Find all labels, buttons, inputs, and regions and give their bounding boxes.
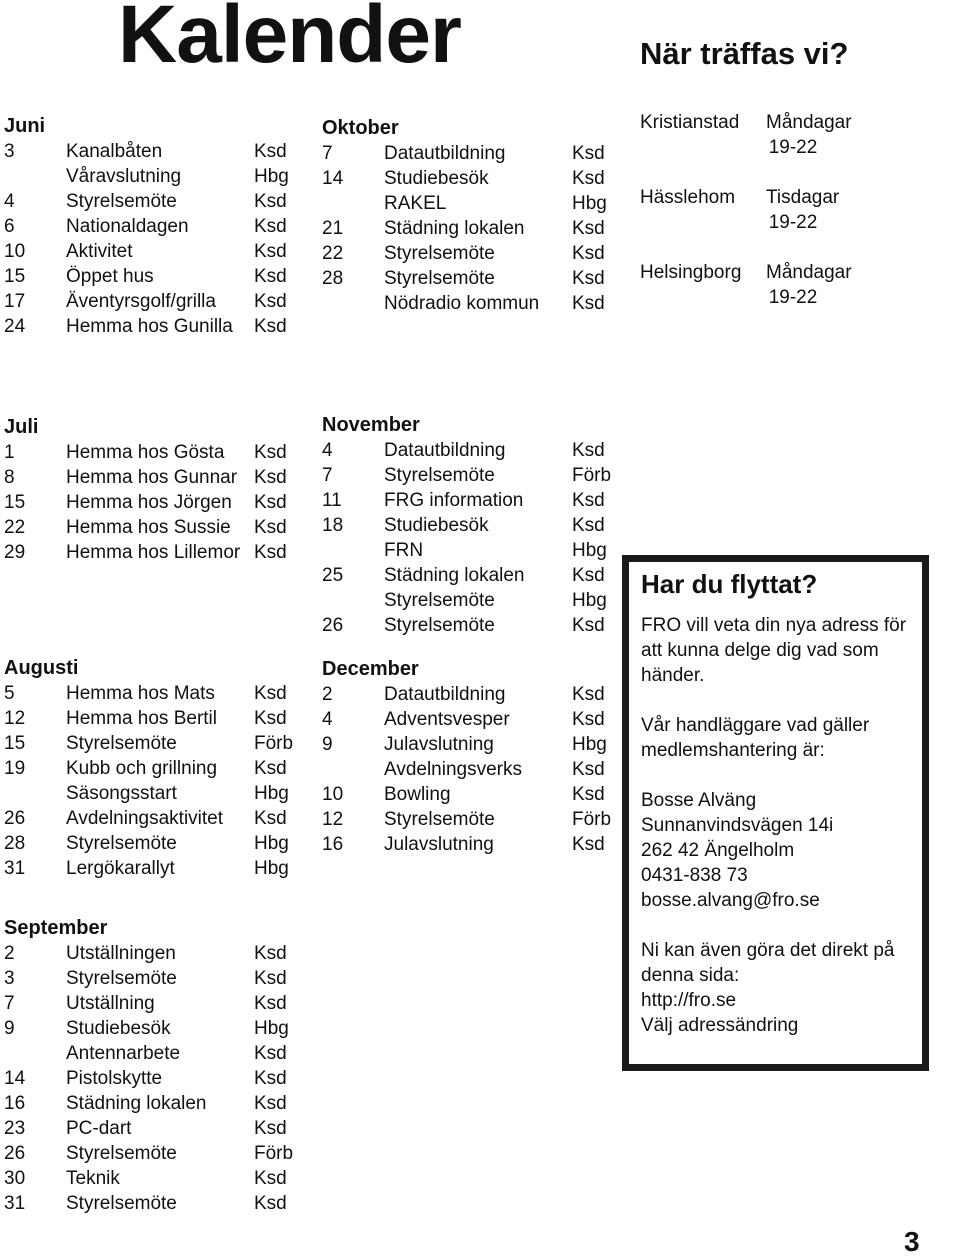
event-row <box>4 1091 304 1116</box>
event-place: Ksd <box>572 293 605 314</box>
event-place: Ksd <box>254 492 287 513</box>
event-name: Styrelsemöte <box>384 615 495 636</box>
event-place: Ksd <box>254 1093 287 1114</box>
event-place: Hbg <box>254 166 289 187</box>
event-row <box>4 515 304 540</box>
month-juli <box>4 415 304 565</box>
event-row <box>4 831 304 856</box>
event-row <box>4 214 304 239</box>
event-name: Kanalbåten <box>66 141 163 162</box>
event-name: Studiebesök <box>66 1018 171 1039</box>
notice-text: händer. <box>641 665 705 686</box>
event-name: Studiebesök <box>384 515 489 536</box>
event-place: Ksd <box>572 684 605 705</box>
event-date: 7 <box>322 465 333 486</box>
event-date: 22 <box>322 243 344 264</box>
event-row <box>322 538 622 563</box>
month-title: Juli <box>4 416 39 438</box>
event-place: Ksd <box>572 243 605 264</box>
event-name: Styrelsemöte <box>384 590 495 611</box>
event-place: Hbg <box>572 540 607 561</box>
event-place: Ksd <box>254 467 287 488</box>
event-name: Utställningen <box>66 943 176 964</box>
event-date: 22 <box>4 517 26 538</box>
notice-text: Välj adressändring <box>641 1015 799 1036</box>
event-row <box>4 941 304 966</box>
event-place: Hbg <box>254 833 289 854</box>
meeting-day: Måndagar <box>766 262 852 283</box>
event-name: Julavslutning <box>384 734 494 755</box>
event-place: Ksd <box>572 615 605 636</box>
event-place: Ksd <box>572 440 605 461</box>
event-date: 6 <box>4 216 15 237</box>
event-row <box>4 706 304 731</box>
event-date: 28 <box>4 833 26 854</box>
event-place: Ksd <box>254 1068 287 1089</box>
event-row <box>4 1166 304 1191</box>
event-row <box>4 465 304 490</box>
event-date: 26 <box>4 1143 26 1164</box>
event-date: 2 <box>322 684 333 705</box>
event-row <box>4 264 304 289</box>
meeting-row <box>640 110 940 185</box>
month-title: September <box>4 917 108 939</box>
event-row <box>4 991 304 1016</box>
event-name: Våravslutning <box>66 166 182 187</box>
month-title: Oktober <box>322 117 399 139</box>
event-name: Nationaldagen <box>66 216 189 237</box>
event-date: 31 <box>4 1193 26 1214</box>
notice-text: Vår handläggare vad gäller <box>641 715 870 736</box>
event-date: 7 <box>322 143 333 164</box>
event-name: Hemma hos Gunilla <box>66 316 233 337</box>
event-name: Lergökarallyt <box>66 858 175 879</box>
notice-text: att kunna delge dig vad som <box>641 640 879 661</box>
event-date: 15 <box>4 733 26 754</box>
event-row <box>322 488 622 513</box>
event-row <box>322 757 622 782</box>
event-date: 2 <box>4 943 15 964</box>
event-place: Ksd <box>572 784 605 805</box>
event-place: Ksd <box>254 1168 287 1189</box>
event-row <box>322 291 622 316</box>
meeting-time: 19-22 <box>768 137 818 158</box>
event-date: 18 <box>322 515 344 536</box>
event-date: 4 <box>322 709 333 730</box>
event-row <box>322 588 622 613</box>
event-place: Ksd <box>572 143 605 164</box>
month-november <box>322 413 622 638</box>
event-place: Hbg <box>254 1018 289 1039</box>
event-name: Bowling <box>384 784 451 805</box>
event-row <box>322 266 622 291</box>
month-september <box>4 916 304 1216</box>
event-name: Aktivitet <box>66 241 133 262</box>
event-name: Avdelningsverks <box>384 759 523 780</box>
event-date: 16 <box>4 1093 26 1114</box>
event-row <box>4 490 304 515</box>
event-name: Styrelsemöte <box>384 268 495 289</box>
meeting-city: Hässlehom <box>640 187 736 208</box>
event-row <box>322 682 622 707</box>
event-row <box>322 191 622 216</box>
meeting-times-heading: När träffas vi? <box>640 36 849 71</box>
event-name: Städning lokalen <box>384 565 525 586</box>
event-place: Ksd <box>254 708 287 729</box>
event-name: Öppet hus <box>66 266 154 287</box>
contact-postal: 262 42 Ängelholm <box>641 840 795 861</box>
event-place: Ksd <box>572 709 605 730</box>
event-row <box>322 707 622 732</box>
event-name: RAKEL <box>384 193 447 214</box>
event-name: Kubb och grillning <box>66 758 218 779</box>
event-row <box>4 164 304 189</box>
event-row <box>4 1116 304 1141</box>
event-row <box>322 613 622 638</box>
event-place: Hbg <box>254 858 289 879</box>
meeting-day: Måndagar <box>766 112 852 133</box>
event-name: Pistolskytte <box>66 1068 163 1089</box>
event-date: 14 <box>322 168 344 189</box>
event-row <box>4 1066 304 1091</box>
event-row <box>4 1141 304 1166</box>
event-date: 28 <box>322 268 344 289</box>
event-date: 9 <box>4 1018 15 1039</box>
event-place: Ksd <box>572 268 605 289</box>
event-name: PC-dart <box>66 1118 132 1139</box>
event-place: Ksd <box>254 241 287 262</box>
contact-email: bosse.alvang@fro.se <box>641 890 820 911</box>
event-date: 30 <box>4 1168 26 1189</box>
event-name: Styrelsemöte <box>66 968 177 989</box>
event-name: Nödradio kommun <box>384 293 540 314</box>
event-date: 24 <box>4 316 26 337</box>
event-name: Utställning <box>66 993 155 1014</box>
notice-text: FRO vill veta din nya adress för <box>641 615 907 636</box>
notice-text: medlemshantering är: <box>641 740 825 761</box>
meeting-time: 19-22 <box>768 212 818 233</box>
event-place: Ksd <box>254 943 287 964</box>
event-name: Antennarbete <box>66 1043 181 1064</box>
contact-phone: 0431-838 73 <box>641 865 748 886</box>
event-row <box>322 513 622 538</box>
event-date: 15 <box>4 266 26 287</box>
meeting-row <box>640 260 940 335</box>
event-date: 21 <box>322 218 344 239</box>
event-row <box>322 141 622 166</box>
notice-text: Ni kan även göra det direkt på <box>641 940 895 961</box>
event-place: Ksd <box>254 141 287 162</box>
month-title: Augusti <box>4 657 79 679</box>
event-row <box>4 966 304 991</box>
event-name: Hemma hos Gösta <box>66 442 225 463</box>
event-place: Ksd <box>572 218 605 239</box>
event-row <box>322 166 622 191</box>
event-place: Ksd <box>254 1193 287 1214</box>
event-date: 4 <box>4 191 15 212</box>
meeting-city: Helsingborg <box>640 262 742 283</box>
event-place: Ksd <box>572 490 605 511</box>
event-place: Ksd <box>254 517 287 538</box>
event-date: 16 <box>322 834 344 855</box>
notice-heading: Har du flyttat? <box>641 569 818 599</box>
month-augusti <box>4 656 304 881</box>
event-place: Ksd <box>572 565 605 586</box>
event-date: 15 <box>4 492 26 513</box>
event-name: Teknik <box>66 1168 120 1189</box>
event-date: 10 <box>4 241 26 262</box>
event-date: 11 <box>322 490 342 511</box>
event-name: Styrelsemöte <box>66 1193 177 1214</box>
month-december <box>322 657 622 857</box>
event-date: 31 <box>4 858 26 879</box>
contact-name: Bosse Alväng <box>641 790 757 811</box>
notice-link: http://fro.se <box>641 990 737 1011</box>
event-row <box>322 216 622 241</box>
event-row <box>4 440 304 465</box>
event-place: Hbg <box>572 734 607 755</box>
event-place: Ksd <box>254 1043 287 1064</box>
event-name: Datautbildning <box>384 440 506 461</box>
event-place: Förb <box>254 733 294 754</box>
event-row <box>4 289 304 314</box>
event-date: 23 <box>4 1118 26 1139</box>
page-title: Kalender <box>118 0 461 80</box>
event-place: Hbg <box>572 590 607 611</box>
event-name: Studiebesök <box>384 168 489 189</box>
event-name: Adventsvesper <box>384 709 510 730</box>
event-place: Ksd <box>254 191 287 212</box>
event-place: Ksd <box>254 993 287 1014</box>
event-date: 8 <box>4 467 15 488</box>
event-name: Säsongsstart <box>66 783 177 804</box>
meeting-day: Tisdagar <box>766 187 840 208</box>
event-date: 10 <box>322 784 344 805</box>
event-date: 25 <box>322 565 344 586</box>
contact-street: Sunnanvindsvägen 14i <box>641 815 834 836</box>
event-place: Förb <box>572 809 612 830</box>
event-date: 19 <box>4 758 26 779</box>
event-place: Ksd <box>254 758 287 779</box>
event-row <box>322 463 622 488</box>
month-title: Juni <box>4 115 46 137</box>
event-name: Datautbildning <box>384 143 506 164</box>
event-row <box>4 1191 304 1216</box>
event-date: 12 <box>322 809 344 830</box>
month-title: December <box>322 658 419 680</box>
event-name: Hemma hos Mats <box>66 683 215 704</box>
address-change-notice <box>622 555 929 1071</box>
event-name: Hemma hos Sussie <box>66 517 231 538</box>
event-name: Styrelsemöte <box>66 1143 177 1164</box>
month-oktober <box>322 116 622 316</box>
event-date: 1 <box>4 442 15 463</box>
event-name: Styrelsemöte <box>66 833 177 854</box>
event-date: 29 <box>4 542 26 563</box>
event-row <box>4 681 304 706</box>
event-name: Styrelsemöte <box>66 733 177 754</box>
event-place: Ksd <box>254 291 287 312</box>
page-number: 3 <box>904 1226 920 1257</box>
event-row <box>322 241 622 266</box>
event-row <box>4 1041 304 1066</box>
event-place: Ksd <box>254 442 287 463</box>
event-row <box>4 856 304 881</box>
event-row <box>4 540 304 565</box>
event-place: Ksd <box>254 1118 287 1139</box>
event-name: Äventyrsgolf/grilla <box>66 291 216 312</box>
notice-text: denna sida: <box>641 965 740 986</box>
event-row <box>4 314 304 339</box>
event-place: Ksd <box>572 515 605 536</box>
event-date: 26 <box>4 808 26 829</box>
event-date: 14 <box>4 1068 26 1089</box>
event-place: Ksd <box>254 316 287 337</box>
event-place: Ksd <box>254 266 287 287</box>
event-row <box>4 756 304 781</box>
event-name: Styrelsemöte <box>384 243 495 264</box>
event-place: Hbg <box>254 783 289 804</box>
event-row <box>4 1016 304 1041</box>
event-name: Styrelsemöte <box>66 191 177 212</box>
event-row <box>4 781 304 806</box>
event-row <box>322 782 622 807</box>
event-place: Förb <box>572 465 612 486</box>
month-juni <box>4 114 304 339</box>
event-date: 9 <box>322 734 333 755</box>
event-row <box>322 832 622 857</box>
event-name: Avdelningsaktivitet <box>66 808 224 829</box>
event-name: Städning lokalen <box>66 1093 207 1114</box>
event-place: Ksd <box>572 834 605 855</box>
event-date: 5 <box>4 683 15 704</box>
event-name: Styrelsemöte <box>384 465 495 486</box>
event-name: FRN <box>384 540 424 561</box>
event-row <box>4 189 304 214</box>
event-place: Ksd <box>254 808 287 829</box>
event-place: Ksd <box>254 683 287 704</box>
event-date: 17 <box>4 291 26 312</box>
event-row <box>322 438 622 463</box>
event-name: Hemma hos Jörgen <box>66 492 232 513</box>
event-place: Ksd <box>254 542 287 563</box>
event-date: 3 <box>4 968 15 989</box>
event-row <box>322 563 622 588</box>
event-name: Hemma hos Lillemor <box>66 542 241 563</box>
meeting-times-list <box>640 110 940 335</box>
event-place: Hbg <box>572 193 607 214</box>
event-date: 26 <box>322 615 344 636</box>
event-date: 3 <box>4 141 15 162</box>
meeting-row <box>640 185 940 260</box>
event-date: 12 <box>4 708 26 729</box>
event-place: Ksd <box>572 759 605 780</box>
event-name: Hemma hos Gunnar <box>66 467 238 488</box>
event-name: FRG information <box>384 490 524 511</box>
event-place: Ksd <box>254 968 287 989</box>
event-name: Städning lokalen <box>384 218 525 239</box>
event-row <box>4 239 304 264</box>
event-date: 4 <box>322 440 333 461</box>
event-name: Styrelsemöte <box>384 809 495 830</box>
event-name: Hemma hos Bertil <box>66 708 217 729</box>
event-row <box>322 807 622 832</box>
month-title: November <box>322 414 420 436</box>
event-place: Ksd <box>572 168 605 189</box>
event-place: Ksd <box>254 216 287 237</box>
event-name: Julavslutning <box>384 834 494 855</box>
event-row <box>4 806 304 831</box>
event-date: 7 <box>4 993 15 1014</box>
event-row <box>322 732 622 757</box>
event-row <box>4 731 304 756</box>
meeting-time: 19-22 <box>768 287 818 308</box>
event-place: Förb <box>254 1143 294 1164</box>
event-row <box>4 139 304 164</box>
event-name: Datautbildning <box>384 684 506 705</box>
meeting-city: Kristianstad <box>640 112 740 133</box>
